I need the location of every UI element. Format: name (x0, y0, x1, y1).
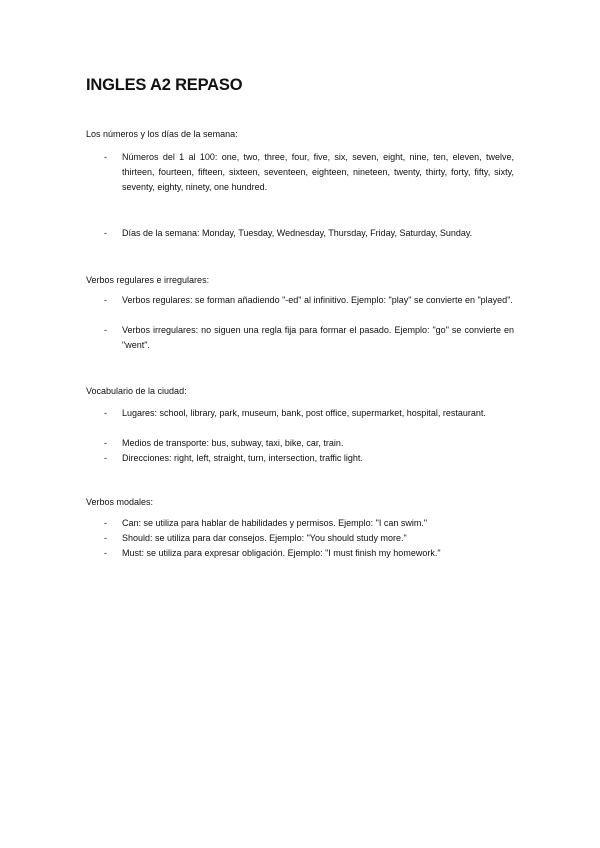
list-item-text: Medios de transporte: bus, subway, taxi, bike, car, train. (122, 438, 344, 448)
list-item (104, 531, 514, 546)
bullet-dash: - (104, 518, 107, 528)
section-heading-modales: Verbos modales: (86, 497, 154, 507)
section-heading-verbos: Verbos regulares e irregulares: (86, 275, 210, 285)
section-heading-vocabulario: Vocabulario de la ciudad: (86, 386, 187, 396)
bullet-dash: - (104, 533, 107, 543)
list-item-text: Lugares: school, library, park, museum, bank, post office, supermarket, hospital, restaurant. (122, 408, 486, 418)
list-item (104, 323, 514, 353)
section-heading-numeros-dias: Los números y los días de la semana: (86, 129, 238, 139)
list-item-text: Números del 1 al 100: one, two, three, four, five, six, seven, eight, nine, ten, eleven, twelve, thirteen, fourteen, fifteen, sixteen, seventeen, eighteen, nineteen, twenty, thirty, forty, fifty, sixty, seventy, eighty, ninety, one hundred. (122, 152, 514, 192)
list-item (104, 150, 514, 195)
list-item (104, 516, 514, 531)
bullet-dash: - (104, 453, 107, 463)
list-item (104, 436, 514, 451)
list-item-text: Should: se utiliza para dar consejos. Ejemplo: "You should study more." (122, 533, 407, 543)
bullet-dash: - (104, 325, 107, 335)
bullet-dash: - (104, 548, 107, 558)
bullet-dash: - (104, 408, 107, 418)
list-item (104, 293, 514, 308)
list-item-text: Can: se utiliza para hablar de habilidades y permisos. Ejemplo: "I can swim." (122, 518, 428, 528)
list-item-text: Direcciones: right, left, straight, turn, intersection, traffic light. (122, 453, 363, 463)
list-item (104, 226, 514, 241)
list-item (104, 546, 514, 561)
list-item (104, 406, 514, 421)
list-item (104, 451, 514, 466)
bullet-dash: - (104, 152, 107, 162)
bullet-dash: - (104, 438, 107, 448)
document-title: INGLES A2 REPASO (86, 76, 243, 94)
list-item-text: Verbos irregulares: no siguen una regla fija para formar el pasado. Ejemplo: "go" se convierte en "went". (122, 325, 514, 350)
bullet-dash: - (104, 228, 107, 238)
list-item-text: Verbos regulares: se forman añadiendo "-ed" al infinitivo. Ejemplo: "play" se convierte en "played". (122, 295, 513, 305)
bullet-dash: - (104, 295, 107, 305)
list-item-text: Días de la semana: Monday, Tuesday, Wednesday, Thursday, Friday, Saturday, Sunday. (122, 228, 473, 238)
list-item-text: Must: se utiliza para expresar obligación. Ejemplo: "I must finish my homework." (122, 548, 441, 558)
